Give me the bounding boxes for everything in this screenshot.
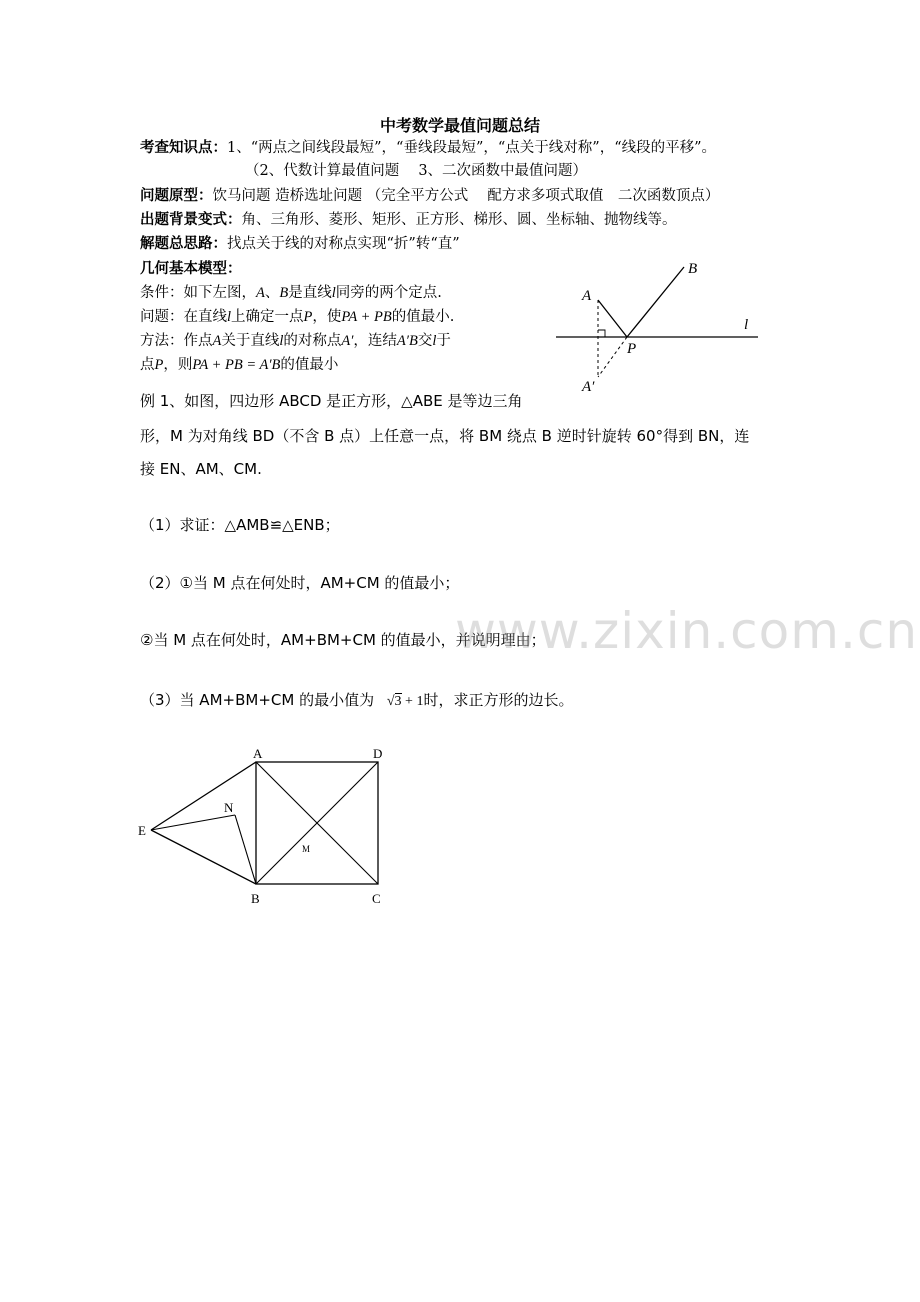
segment-eb [151,830,256,884]
knowledge-label: 考查知识点： [140,140,227,156]
condition-prefix: 条件：如下左图， [140,285,256,301]
problem-mid: 上确定一点 [231,309,304,325]
segment-nb [235,815,256,884]
reflection-diagram [550,255,770,400]
condition-point-a: A [256,285,265,301]
method-mid3: ，连结 [353,333,397,349]
approach-line [140,233,460,255]
condition-point-b: B [279,285,289,301]
label-aprime: A′ [582,379,595,395]
label-b: B [688,261,698,277]
model-method [140,330,451,352]
question-2b: ②当 M 点在何处时，AM+BM+CM 的值最小，并说明理由； [140,631,546,649]
model-problem [140,306,454,328]
model-label: 几何基本模型： [140,261,242,277]
method-mid: 关于直线 [221,333,280,349]
method2-suffix: 的值最小 [280,357,339,373]
knowledge-text: 1、“两点之间线段最短”，“垂线段最短”，“点关于线对称”，“线段的平移”。 [227,140,717,156]
label-n2: N [224,800,234,815]
model-method-2 [140,354,338,376]
method-point-aprime: A′ [341,333,354,349]
label-c2: C [372,891,381,906]
problem-expr: PA + PB [341,309,392,325]
label-p: P [627,341,637,357]
method-point-a: A [212,333,222,349]
example-line-2: 形，M 为对角线 BD（不含 B 点）上任意一点，将 BM 绕点 B 逆时针旋转 60°得到 BN，连 [140,427,750,445]
segment-ea [151,762,256,830]
method-mid2: 的对称点 [283,333,342,349]
model-condition [140,282,442,304]
variants-label: 出题背景变式： [140,212,242,228]
method-suffix: 于 [436,333,451,349]
label-m2: M [302,844,311,854]
sqrt-plus: + 1 [401,694,424,709]
knowledge-line [140,137,716,159]
square-diagram [130,740,400,915]
method-line-l: l [279,333,284,349]
method2-point-p: P [154,357,164,373]
approach-text: 找点关于线的对称点实现“折”转“直” [227,236,460,252]
example-line-3: 接 EN、AM、CM. [140,460,262,478]
variants-line [140,209,677,231]
problem-line-l: l [227,309,232,325]
right-angle-mark [598,330,605,337]
condition-sep: 、 [264,285,280,301]
label-b2: B [251,891,260,906]
question-2a: （2）①当 M 点在何处时，AM+CM 的值最小； [140,574,460,592]
watermark: www.zixin.com.cn [455,602,919,660]
question-3 [140,689,573,710]
label-e2: E [138,823,146,838]
q3-prefix: （3）当 AM+BM+CM 的最小值为 [140,691,375,709]
segment-pb [627,267,684,337]
page-title: 中考数学最值问题总结 [379,116,540,135]
q3-suffix: 时，求正方形的边长。 [423,691,574,709]
method2-expr: PA + PB = A′B [192,357,281,373]
prototype-label: 问题原型： [140,188,213,204]
label-a: A [582,288,592,304]
knowledge-line-2: （2、代数计算最值问题 3、二次函数中最值问题） [245,163,588,179]
segment-ap [598,300,627,337]
condition-line-l: l [331,285,336,301]
sqrt-expression [387,694,424,710]
method2-prefix: 点 [140,357,155,373]
problem-point-p: P [303,309,313,325]
prototype-text: 饮马问题 造桥选址问题 （完全平方公式 配方求多项式取值 二次函数顶点） [212,188,720,204]
approach-label: 解题总思路： [140,236,227,252]
label-d2: D [373,746,383,761]
problem-suffix: 的值最小. [391,309,455,325]
method-prefix: 方法：作点 [140,333,213,349]
condition-mid: 是直线 [288,285,332,301]
problem-mid2: ，使 [312,309,342,325]
prototype-line [140,185,719,207]
question-1: （1）求证：△AMB≌△ENB； [140,516,340,534]
variants-text: 角、三角形、菱形、矩形、正方形、梯形、圆、坐标轴、抛物线等。 [241,212,677,228]
problem-prefix: 问题：在直线 [140,309,227,325]
method2-mid: ，则 [163,357,193,373]
method-line-l2: l [432,333,437,349]
method-mid4: 交 [417,333,433,349]
model-label-line [140,258,242,280]
example-line-1: 例 1、如图，四边形 ABCD 是正方形，△ABE 是等边三角 [140,392,523,410]
method-segment-ab: A′B [396,333,418,349]
segment-paprime-dashed [598,337,627,377]
condition-suffix: 同旁的两个定点. [335,285,442,301]
sqrt-icon: √ [386,694,395,709]
label-a2: A [253,746,263,761]
sqrt-radicand: 3 [394,694,402,709]
label-l: l [744,317,749,333]
